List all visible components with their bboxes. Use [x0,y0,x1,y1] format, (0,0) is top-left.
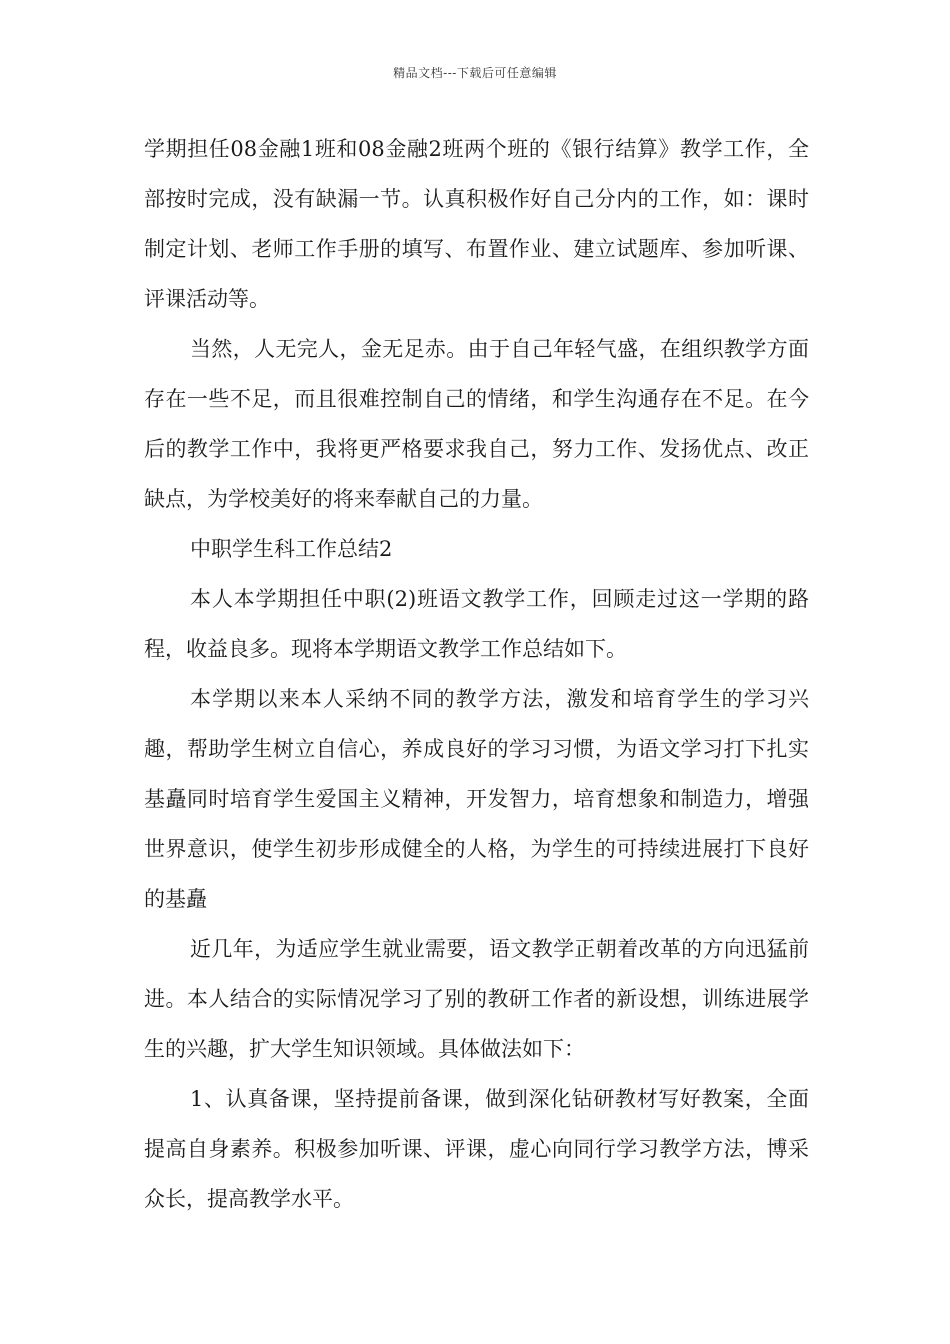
paragraph-2: 当然，人无完人，金无足赤。由于自己年轻气盛，在组织教学方面存在一些不足，而且很难控制自己的情绪，和学生沟通存在不足。在今后的教学工作中，我将更严格要求我自己，努力工作、发扬优点、改正缺点，为学校美好的将来奉献自己的力量。 [144,337,809,511]
paragraph-4: 本学期以来本人采纳不同的教学方法，激发和培育学生的学习兴趣，帮助学生树立自信心，养成良好的学习习惯，为语文学习打下扎实基矗同时培育学生爱国主义精神，开发智力，培育想象和制造力，增强世界意识，使学生初步形成健全的人格，为学生的可持续进展打下良好的基矗 [144,687,809,911]
paragraph-6: 1、认真备课，坚持提前备课，做到深化钻研教材写好教案，全面提高自身素养。积极参加听课、评课，虚心向同行学习教学方法，博采众长，提高教学水平。 [144,1087,809,1211]
paragraph-1: 学期担任08金融1班和08金融2班两个班的《银行结算》教学工作，全部按时完成，没有缺漏一节。认真积极作好自己分内的工作，如：课时制定计划、老师工作手册的填写、布置作业、建立试题库、参加听课、评课活动等。 [144,137,809,311]
page-header: 精品文档---下载后可任意编辑 [393,66,557,80]
document-body [144,124,809,1224]
section-heading: 中职学生科工作总结2 [190,537,393,561]
paragraph-5: 近几年，为适应学生就业需要，语文教学正朝着改革的方向迅猛前进。本人结合的实际情况学习了别的教研工作者的新设想，训练进展学生的兴趣，扩大学生知识领域。具体做法如下： [144,937,809,1061]
paragraph-3: 本人本学期担任中职(2)班语文教学工作，回顾走过这一学期的路程，收益良多。现将本学期语文教学工作总结如下。 [144,587,809,661]
